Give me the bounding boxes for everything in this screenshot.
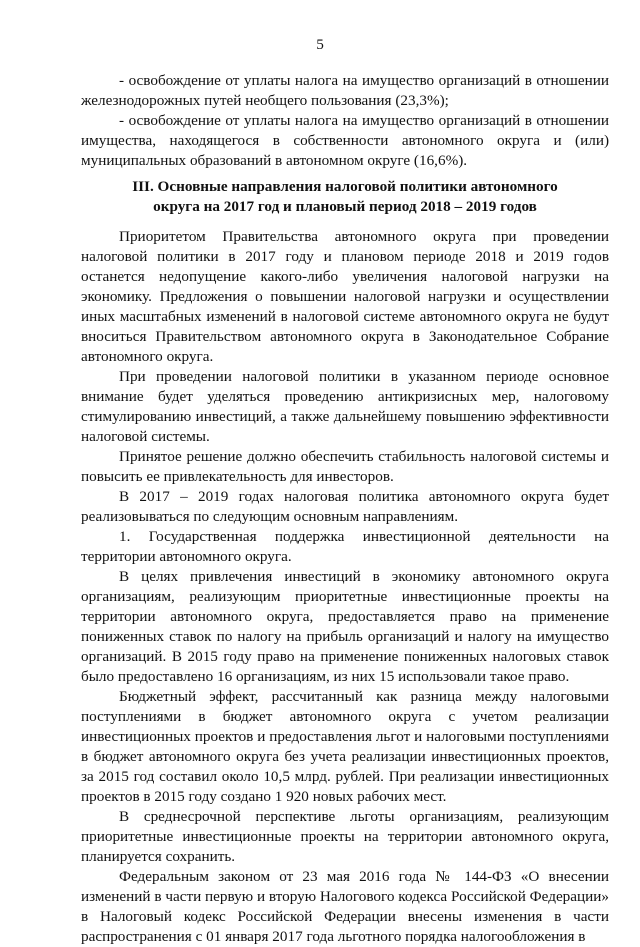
paragraph: В среднесрочной перспективе льготы организациям, реализующим приоритетные инвестиционные проекты на территории автономного округа, планируется сохранить. xyxy=(81,808,609,865)
paragraph: Принятое решение должно обеспечить стабильность налоговой системы и повысить ее привлекательность для инвесторов. xyxy=(81,448,609,485)
section-heading-line: округа на 2017 год и плановый период 2018 – 2019 годов xyxy=(153,198,537,215)
bullet-item: - освобождение от уплаты налога на имущество организаций в отношении имущества, находящегося в собственности автономного округа и (или) муниципальных образований в автономном округе (16,6%). xyxy=(81,112,609,169)
page-number: 5 xyxy=(316,36,324,53)
paragraph: 1. Государственная поддержка инвестиционной деятельности на территории автономного округа. xyxy=(81,528,609,565)
paragraph: В целях привлечения инвестиций в экономику автономного округа организациям, реализующим приоритетные инвестиционные проекты на территории автономного округа, предоставляется право на применение пониженных ставок по налогу на прибыль организаций и налогу на имущество организаций. В 2015 году право на применение пониженных налоговых ставок было предоставлено 16 организациям, из них 15 использовали такое право. xyxy=(81,568,609,685)
paragraph: Приоритетом Правительства автономного округа при проведении налоговой политики в 2017 году и плановом периоде 2018 и 2019 годов останется недопущение какого-либо увеличения налоговой нагрузки на экономику. Предложения о повышении налоговой нагрузки и осуществлении иных масштабных изменений в налоговой системе автономного округа не будут вноситься Правительством автономного округа в Законодательное Собрание автономного округа. xyxy=(81,228,609,365)
bullet-item: - освобождение от уплаты налога на имущество организаций в отношении железнодорожных путей необщего пользования (23,3%); xyxy=(81,72,609,109)
bullet-list xyxy=(81,71,609,171)
paragraph: Федеральным законом от 23 мая 2016 года № 144-ФЗ «О внесении изменений в части первую и вторую Налогового кодекса Российской Федерации» в Налоговый кодекс Российской Федерации внесены изменения в части распространения с 01 января 2017 года льготного порядка налогообложения в xyxy=(81,868,609,945)
section-heading xyxy=(81,177,609,217)
paragraph: Бюджетный эффект, рассчитанный как разница между налоговыми поступлениями в бюджет автономного округа с учетом реализации инвестиционных проектов и предоставления льгот и налоговыми поступлениями в бюджет автономного округа без учета реализации инвестиционных проектов, за 2015 год составил около 10,5 млрд. рублей. При реализации инвестиционных проектов в 2015 году создано 1 920 новых рабочих мест. xyxy=(81,688,609,805)
paragraph: В 2017 – 2019 годах налоговая политика автономного округа будет реализовываться по следующим основным направлениям. xyxy=(81,488,609,525)
section-heading-line: III. Основные направления налоговой политики автономного xyxy=(132,178,558,195)
body-text xyxy=(81,227,609,947)
paragraph: При проведении налоговой политики в указанном периоде основное внимание будет уделяться проведению антикризисных мер, налоговому стимулированию инвестиций, а также дальнейшему повышению эффективности налоговой системы. xyxy=(81,368,609,445)
